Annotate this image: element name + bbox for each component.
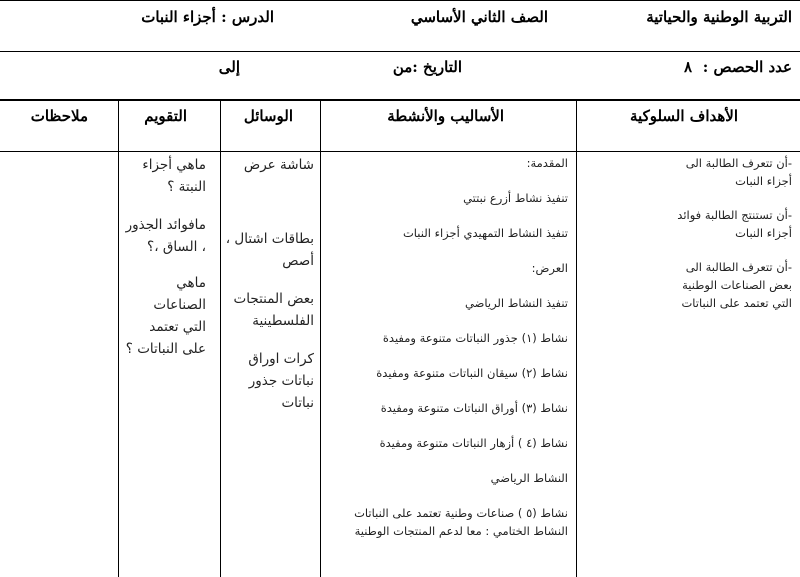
method-line: تنفيذ النشاط التمهيدي أجزاء النبات xyxy=(402,226,568,240)
method-line: المقدمة: xyxy=(526,156,568,170)
method-line: تنفيذ نشاط أزرع نبتتي xyxy=(463,191,568,205)
to-label: إلى xyxy=(218,58,240,76)
goal-line: -أن تستنتج الطالبة فوائد xyxy=(677,208,792,222)
method-line: نشاط (١) جذور النباتات متنوعة ومفيدة xyxy=(382,331,568,345)
evaluation-line: مافوائد الجذور xyxy=(125,217,206,233)
methods-cell xyxy=(323,154,568,540)
goal-line: -أن تتعرف الطالبة الى xyxy=(685,260,792,274)
col-divider-methods xyxy=(320,100,321,577)
tool-line: الفلسطينية xyxy=(252,313,314,329)
tool-line: نباتات جذور xyxy=(248,373,314,389)
notes-cell xyxy=(0,152,118,577)
method-line: النشاط الختامي : معا لدعم المنتجات الوطنية xyxy=(354,524,568,538)
tool-line: كرات اوراق xyxy=(248,351,314,367)
tool-line: بطاقات اشتال ، xyxy=(225,231,314,247)
row-divider-3 xyxy=(0,151,800,152)
column-header-goals: الأهداف السلوكية xyxy=(630,107,738,125)
col-divider-goals xyxy=(576,100,577,577)
tool-line: أصص xyxy=(282,253,314,269)
goal-line: بعض الصناعات الوطنية xyxy=(682,278,792,292)
goal-line: أجزاء النبات xyxy=(735,226,792,240)
col-divider-tools xyxy=(220,100,221,577)
column-header-methods: الأساليب والأنشطة xyxy=(387,107,504,125)
goal-line: -أن تتعرف الطالبة الى xyxy=(685,156,792,170)
date-label: التاريخ :من xyxy=(392,58,462,76)
top-border xyxy=(0,0,800,1)
column-header-notes: ملاحظات xyxy=(30,107,88,125)
row-divider-2 xyxy=(0,99,800,101)
periods-value: ٨ xyxy=(683,58,692,76)
evaluation-line: التي تعتمد xyxy=(149,319,206,335)
evaluation-cell xyxy=(114,154,206,360)
goal-line: التي تعتمد على النباتات xyxy=(681,296,792,310)
method-line: نشاط (٥ ) صناعات وطنية تعتمد على النباتات xyxy=(354,506,568,520)
column-header-evaluation: التقويم xyxy=(144,107,187,125)
method-line: نشاط (٢) سيقان النباتات متنوعة ومفيدة xyxy=(376,366,568,380)
evaluation-line: على النباتات ؟ xyxy=(125,341,206,357)
tool-line: شاشة عرض xyxy=(243,157,314,173)
evaluation-line: ، الساق ،؟ xyxy=(147,239,206,255)
periods-label: عدد الحصص : xyxy=(702,58,792,76)
lesson-title: الدرس : أجزاء النبات xyxy=(141,8,274,26)
method-line: تنفيذ النشاط الرياضي xyxy=(465,296,568,310)
tool-line: بعض المنتجات xyxy=(233,291,314,307)
method-line: نشاط (٣) أوراق النباتات متنوعة ومفيدة xyxy=(380,401,568,415)
tool-line: نباتات xyxy=(281,395,314,411)
method-line: العرض: xyxy=(531,261,568,275)
method-line: نشاط (٤ ) أزهار النباتات متنوعة ومفيدة xyxy=(379,436,568,450)
method-line: النشاط الرياضي xyxy=(490,471,568,485)
evaluation-line: النبتة ؟ xyxy=(167,179,206,195)
evaluation-line: الصناعات xyxy=(153,297,206,313)
tools-cell xyxy=(222,154,314,414)
grade-title: الصف الثاني الأساسي xyxy=(410,8,548,26)
evaluation-line: ماهي أجزاء xyxy=(142,157,206,173)
goal-line: أجزاء النبات xyxy=(735,174,792,188)
row-divider-1 xyxy=(0,51,800,52)
column-header-tools: الوسائل xyxy=(243,107,293,125)
goals-cell xyxy=(582,154,792,312)
subject-title: التربية الوطنية والحياتية xyxy=(646,8,792,26)
evaluation-line: ماهي xyxy=(176,275,206,291)
